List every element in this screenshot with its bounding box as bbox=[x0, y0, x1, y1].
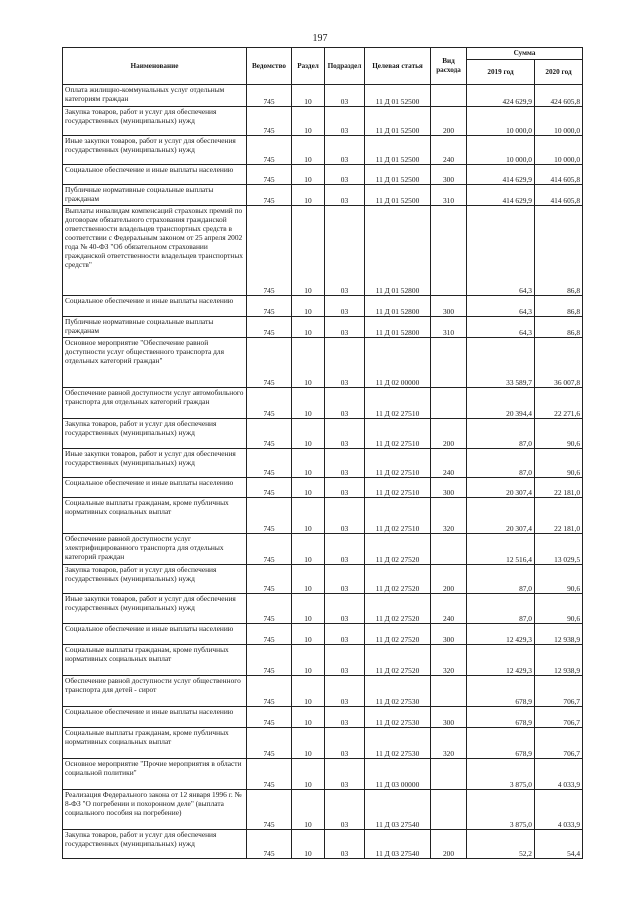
cell-expense-type: 240 bbox=[431, 594, 467, 624]
cell-section: 10 bbox=[292, 624, 325, 645]
header-subsection: Подраздел bbox=[325, 48, 365, 85]
cell-name: Оплата жилищно-коммунальных услуг отдельным категориям граждан bbox=[63, 85, 247, 107]
cell-2020: 12 938,9 bbox=[535, 624, 583, 645]
cell-name: Иные закупки товаров, работ и услуг для обеспечения государственных (муниципальных) нужд bbox=[63, 136, 247, 165]
table-row bbox=[63, 206, 583, 296]
cell-department: 745 bbox=[247, 645, 292, 676]
cell-2019: 424 629,9 bbox=[467, 85, 535, 107]
cell-section: 10 bbox=[292, 759, 325, 790]
cell-subsection: 03 bbox=[325, 707, 365, 728]
table-row bbox=[63, 676, 583, 707]
cell-2019: 87,0 bbox=[467, 594, 535, 624]
cell-name: Реализация Федерального закона от 12 января 1996 г. № 8-ФЗ "О погребении и похоронном деле" (выплата социального пособия на погребение) bbox=[63, 790, 247, 830]
cell-target: 11 Д 02 27510 bbox=[365, 388, 431, 419]
cell-department: 745 bbox=[247, 449, 292, 478]
cell-expense-type: 300 bbox=[431, 165, 467, 185]
cell-section: 10 bbox=[292, 728, 325, 759]
cell-section: 10 bbox=[292, 419, 325, 449]
table-row bbox=[63, 388, 583, 419]
cell-name: Социальное обеспечение и иные выплаты населению bbox=[63, 478, 247, 498]
cell-2020: 414 605,8 bbox=[535, 185, 583, 206]
cell-subsection: 03 bbox=[325, 565, 365, 594]
cell-target: 11 Д 02 27520 bbox=[365, 645, 431, 676]
cell-expense-type: 300 bbox=[431, 707, 467, 728]
cell-subsection: 03 bbox=[325, 296, 365, 317]
cell-2020: 86,8 bbox=[535, 206, 583, 296]
table-row bbox=[63, 728, 583, 759]
cell-subsection: 03 bbox=[325, 759, 365, 790]
cell-department: 745 bbox=[247, 85, 292, 107]
cell-2020: 13 029,5 bbox=[535, 534, 583, 565]
table-row bbox=[63, 478, 583, 498]
cell-section: 10 bbox=[292, 594, 325, 624]
cell-department: 745 bbox=[247, 185, 292, 206]
cell-expense-type: 300 bbox=[431, 478, 467, 498]
cell-2020: 90,6 bbox=[535, 449, 583, 478]
table-row bbox=[63, 759, 583, 790]
cell-subsection: 03 bbox=[325, 790, 365, 830]
cell-target: 11 Д 02 27510 bbox=[365, 498, 431, 534]
cell-2019: 87,0 bbox=[467, 449, 535, 478]
cell-2020: 36 007,8 bbox=[535, 338, 583, 388]
table-row bbox=[63, 85, 583, 107]
cell-target: 11 Д 02 27530 bbox=[365, 676, 431, 707]
cell-2019: 20 394,4 bbox=[467, 388, 535, 419]
cell-target: 11 Д 02 27510 bbox=[365, 449, 431, 478]
cell-expense-type: 320 bbox=[431, 728, 467, 759]
cell-target: 11 Д 01 52500 bbox=[365, 136, 431, 165]
cell-name: Основное мероприятие "Обеспечение равной доступности услуг общественного транспорта для отдельных категорий граждан" bbox=[63, 338, 247, 388]
table-row bbox=[63, 534, 583, 565]
cell-2019: 87,0 bbox=[467, 565, 535, 594]
cell-expense-type bbox=[431, 759, 467, 790]
cell-expense-type: 200 bbox=[431, 419, 467, 449]
cell-expense-type bbox=[431, 534, 467, 565]
cell-expense-type bbox=[431, 676, 467, 707]
cell-target: 11 Д 02 00000 bbox=[365, 338, 431, 388]
cell-section: 10 bbox=[292, 498, 325, 534]
header-expense-type: Вид расхода bbox=[431, 48, 467, 85]
cell-subsection: 03 bbox=[325, 478, 365, 498]
cell-expense-type: 300 bbox=[431, 624, 467, 645]
cell-2020: 90,6 bbox=[535, 565, 583, 594]
cell-subsection: 03 bbox=[325, 206, 365, 296]
cell-target: 11 Д 02 27510 bbox=[365, 478, 431, 498]
cell-name: Социальное обеспечение и иные выплаты населению bbox=[63, 624, 247, 645]
table-row bbox=[63, 107, 583, 136]
cell-2020: 4 033,9 bbox=[535, 790, 583, 830]
table-body bbox=[63, 85, 583, 859]
cell-subsection: 03 bbox=[325, 317, 365, 338]
cell-2019: 87,0 bbox=[467, 419, 535, 449]
table-row bbox=[63, 645, 583, 676]
cell-name: Социальные выплаты гражданам, кроме публичных нормативных социальных выплат bbox=[63, 645, 247, 676]
cell-department: 745 bbox=[247, 534, 292, 565]
cell-department: 745 bbox=[247, 317, 292, 338]
cell-2019: 678,9 bbox=[467, 728, 535, 759]
cell-2019: 12 516,4 bbox=[467, 534, 535, 565]
cell-2020: 10 000,0 bbox=[535, 107, 583, 136]
cell-subsection: 03 bbox=[325, 165, 365, 185]
cell-2019: 64,3 bbox=[467, 296, 535, 317]
cell-name: Закупка товаров, работ и услуг для обеспечения государственных (муниципальных) нужд bbox=[63, 565, 247, 594]
cell-department: 745 bbox=[247, 830, 292, 859]
table-row bbox=[63, 419, 583, 449]
table-row bbox=[63, 449, 583, 478]
cell-department: 745 bbox=[247, 594, 292, 624]
cell-section: 10 bbox=[292, 185, 325, 206]
table-row bbox=[63, 565, 583, 594]
cell-name: Закупка товаров, работ и услуг для обеспечения государственных (муниципальных) нужд bbox=[63, 830, 247, 859]
page-number: 197 bbox=[312, 33, 328, 44]
cell-subsection: 03 bbox=[325, 498, 365, 534]
cell-2019: 414 629,9 bbox=[467, 165, 535, 185]
cell-name: Публичные нормативные социальные выплаты гражданам bbox=[63, 185, 247, 206]
cell-subsection: 03 bbox=[325, 534, 365, 565]
cell-target: 11 Д 03 00000 bbox=[365, 759, 431, 790]
cell-2019: 12 429,3 bbox=[467, 645, 535, 676]
cell-expense-type: 300 bbox=[431, 296, 467, 317]
cell-department: 745 bbox=[247, 419, 292, 449]
cell-2019: 3 875,0 bbox=[467, 790, 535, 830]
cell-name: Иные закупки товаров, работ и услуг для обеспечения государственных (муниципальных) нужд bbox=[63, 449, 247, 478]
cell-subsection: 03 bbox=[325, 624, 365, 645]
cell-department: 745 bbox=[247, 728, 292, 759]
cell-2020: 86,8 bbox=[535, 317, 583, 338]
cell-department: 745 bbox=[247, 565, 292, 594]
cell-section: 10 bbox=[292, 478, 325, 498]
cell-target: 11 Д 02 27520 bbox=[365, 565, 431, 594]
cell-section: 10 bbox=[292, 85, 325, 107]
cell-name: Обеспечение равной доступности услуг электрифицированного транспорта для отдельных категорий граждан bbox=[63, 534, 247, 565]
cell-2020: 22 181,0 bbox=[535, 478, 583, 498]
cell-name: Иные закупки товаров, работ и услуг для обеспечения государственных (муниципальных) нужд bbox=[63, 594, 247, 624]
cell-target: 11 Д 01 52500 bbox=[365, 85, 431, 107]
cell-section: 10 bbox=[292, 206, 325, 296]
cell-expense-type: 200 bbox=[431, 565, 467, 594]
cell-department: 745 bbox=[247, 206, 292, 296]
cell-2019: 20 307,4 bbox=[467, 498, 535, 534]
cell-2020: 424 605,8 bbox=[535, 85, 583, 107]
cell-department: 745 bbox=[247, 790, 292, 830]
cell-section: 10 bbox=[292, 317, 325, 338]
cell-2019: 33 589,7 bbox=[467, 338, 535, 388]
cell-2020: 414 605,8 bbox=[535, 165, 583, 185]
header-year-2019: 2019 год bbox=[467, 60, 535, 85]
cell-2020: 90,6 bbox=[535, 594, 583, 624]
table-row bbox=[63, 498, 583, 534]
cell-subsection: 03 bbox=[325, 338, 365, 388]
cell-2019: 10 000,0 bbox=[467, 107, 535, 136]
cell-department: 745 bbox=[247, 676, 292, 707]
cell-target: 11 Д 02 27530 bbox=[365, 728, 431, 759]
cell-name: Обеспечение равной доступности услуг автомобильного транспорта для отдельных категорий граждан bbox=[63, 388, 247, 419]
cell-subsection: 03 bbox=[325, 449, 365, 478]
cell-name: Публичные нормативные социальные выплаты гражданам bbox=[63, 317, 247, 338]
cell-2020: 22 271,6 bbox=[535, 388, 583, 419]
cell-department: 745 bbox=[247, 136, 292, 165]
cell-subsection: 03 bbox=[325, 388, 365, 419]
cell-target: 11 Д 02 27510 bbox=[365, 419, 431, 449]
cell-target: 11 Д 01 52800 bbox=[365, 206, 431, 296]
cell-department: 745 bbox=[247, 296, 292, 317]
cell-section: 10 bbox=[292, 107, 325, 136]
cell-subsection: 03 bbox=[325, 107, 365, 136]
cell-target: 11 Д 02 27520 bbox=[365, 594, 431, 624]
header-section: Раздел bbox=[292, 48, 325, 85]
budget-table bbox=[62, 47, 583, 859]
cell-target: 11 Д 02 27530 bbox=[365, 707, 431, 728]
cell-2020: 706,7 bbox=[535, 707, 583, 728]
cell-expense-type bbox=[431, 388, 467, 419]
table-row bbox=[63, 707, 583, 728]
header-sum: Сумма bbox=[467, 48, 583, 60]
cell-section: 10 bbox=[292, 645, 325, 676]
table-row bbox=[63, 830, 583, 859]
cell-expense-type: 240 bbox=[431, 136, 467, 165]
cell-expense-type: 310 bbox=[431, 317, 467, 338]
cell-expense-type: 320 bbox=[431, 498, 467, 534]
cell-expense-type: 200 bbox=[431, 107, 467, 136]
cell-2019: 64,3 bbox=[467, 206, 535, 296]
cell-2019: 414 629,9 bbox=[467, 185, 535, 206]
cell-subsection: 03 bbox=[325, 594, 365, 624]
cell-subsection: 03 bbox=[325, 185, 365, 206]
table-row bbox=[63, 165, 583, 185]
cell-2020: 706,7 bbox=[535, 728, 583, 759]
cell-subsection: 03 bbox=[325, 85, 365, 107]
cell-2019: 678,9 bbox=[467, 676, 535, 707]
cell-expense-type: 200 bbox=[431, 830, 467, 859]
cell-section: 10 bbox=[292, 565, 325, 594]
cell-section: 10 bbox=[292, 338, 325, 388]
table-row bbox=[63, 136, 583, 165]
cell-subsection: 03 bbox=[325, 419, 365, 449]
cell-name: Обеспечение равной доступности услуг общественного транспорта для детей - сирот bbox=[63, 676, 247, 707]
cell-2020: 22 181,0 bbox=[535, 498, 583, 534]
table-row bbox=[63, 338, 583, 388]
cell-section: 10 bbox=[292, 449, 325, 478]
cell-department: 745 bbox=[247, 107, 292, 136]
cell-2019: 64,3 bbox=[467, 317, 535, 338]
cell-section: 10 bbox=[292, 165, 325, 185]
cell-name: Социальное обеспечение и иные выплаты населению bbox=[63, 707, 247, 728]
cell-name: Социальное обеспечение и иные выплаты населению bbox=[63, 165, 247, 185]
cell-subsection: 03 bbox=[325, 136, 365, 165]
cell-name: Социальные выплаты гражданам, кроме публичных нормативных социальных выплат bbox=[63, 498, 247, 534]
cell-target: 11 Д 03 27540 bbox=[365, 830, 431, 859]
cell-expense-type bbox=[431, 790, 467, 830]
cell-2020: 12 938,9 bbox=[535, 645, 583, 676]
cell-2019: 12 429,3 bbox=[467, 624, 535, 645]
table-row bbox=[63, 185, 583, 206]
cell-2019: 10 000,0 bbox=[467, 136, 535, 165]
header-target: Целевая статья bbox=[365, 48, 431, 85]
cell-target: 11 Д 03 27540 bbox=[365, 790, 431, 830]
table-row bbox=[63, 624, 583, 645]
cell-section: 10 bbox=[292, 830, 325, 859]
cell-section: 10 bbox=[292, 707, 325, 728]
cell-subsection: 03 bbox=[325, 645, 365, 676]
cell-target: 11 Д 01 52500 bbox=[365, 185, 431, 206]
cell-name: Социальное обеспечение и иные выплаты населению bbox=[63, 296, 247, 317]
cell-department: 745 bbox=[247, 338, 292, 388]
header-name: Наименование bbox=[63, 48, 247, 85]
cell-2020: 86,8 bbox=[535, 296, 583, 317]
cell-name: Закупка товаров, работ и услуг для обеспечения государственных (муниципальных) нужд bbox=[63, 107, 247, 136]
cell-section: 10 bbox=[292, 136, 325, 165]
cell-expense-type bbox=[431, 85, 467, 107]
cell-department: 745 bbox=[247, 478, 292, 498]
cell-2020: 10 000,0 bbox=[535, 136, 583, 165]
cell-department: 745 bbox=[247, 498, 292, 534]
cell-target: 11 Д 01 52500 bbox=[365, 165, 431, 185]
cell-2019: 20 307,4 bbox=[467, 478, 535, 498]
cell-2019: 3 875,0 bbox=[467, 759, 535, 790]
cell-target: 11 Д 02 27520 bbox=[365, 624, 431, 645]
cell-2019: 52,2 bbox=[467, 830, 535, 859]
cell-expense-type: 240 bbox=[431, 449, 467, 478]
cell-target: 11 Д 01 52800 bbox=[365, 296, 431, 317]
table-row bbox=[63, 296, 583, 317]
cell-name: Основное мероприятие "Прочие мероприятия в области социальной политики" bbox=[63, 759, 247, 790]
cell-target: 11 Д 01 52500 bbox=[365, 107, 431, 136]
cell-department: 745 bbox=[247, 624, 292, 645]
cell-section: 10 bbox=[292, 388, 325, 419]
table-row bbox=[63, 594, 583, 624]
table-row bbox=[63, 790, 583, 830]
cell-target: 11 Д 02 27520 bbox=[365, 534, 431, 565]
cell-expense-type: 320 bbox=[431, 645, 467, 676]
cell-2020: 54,4 bbox=[535, 830, 583, 859]
cell-section: 10 bbox=[292, 676, 325, 707]
cell-expense-type bbox=[431, 206, 467, 296]
cell-department: 745 bbox=[247, 759, 292, 790]
cell-section: 10 bbox=[292, 790, 325, 830]
cell-2020: 4 033,9 bbox=[535, 759, 583, 790]
cell-section: 10 bbox=[292, 534, 325, 565]
cell-subsection: 03 bbox=[325, 676, 365, 707]
cell-name: Закупка товаров, работ и услуг для обеспечения государственных (муниципальных) нужд bbox=[63, 419, 247, 449]
cell-2020: 90,6 bbox=[535, 419, 583, 449]
cell-department: 745 bbox=[247, 707, 292, 728]
cell-name: Социальные выплаты гражданам, кроме публичных нормативных социальных выплат bbox=[63, 728, 247, 759]
cell-subsection: 03 bbox=[325, 728, 365, 759]
cell-expense-type bbox=[431, 338, 467, 388]
cell-expense-type: 310 bbox=[431, 185, 467, 206]
cell-2020: 706,7 bbox=[535, 676, 583, 707]
cell-target: 11 Д 01 52800 bbox=[365, 317, 431, 338]
cell-subsection: 03 bbox=[325, 830, 365, 859]
table-row bbox=[63, 317, 583, 338]
cell-name: Выплаты инвалидам компенсаций страховых премий по договорам обязательного страхования гражданской ответственности владельцев транспортных средств в соответствии с Федеральным законом от 25 апреля 2002 года № 40-ФЗ "Об обязательном страховании гражданской ответственности владельцев транспортных средств" bbox=[63, 206, 247, 296]
header-department: Ведомство bbox=[247, 48, 292, 85]
cell-department: 745 bbox=[247, 388, 292, 419]
cell-department: 745 bbox=[247, 165, 292, 185]
header-year-2020: 2020 год bbox=[535, 60, 583, 85]
cell-2019: 678,9 bbox=[467, 707, 535, 728]
cell-section: 10 bbox=[292, 296, 325, 317]
